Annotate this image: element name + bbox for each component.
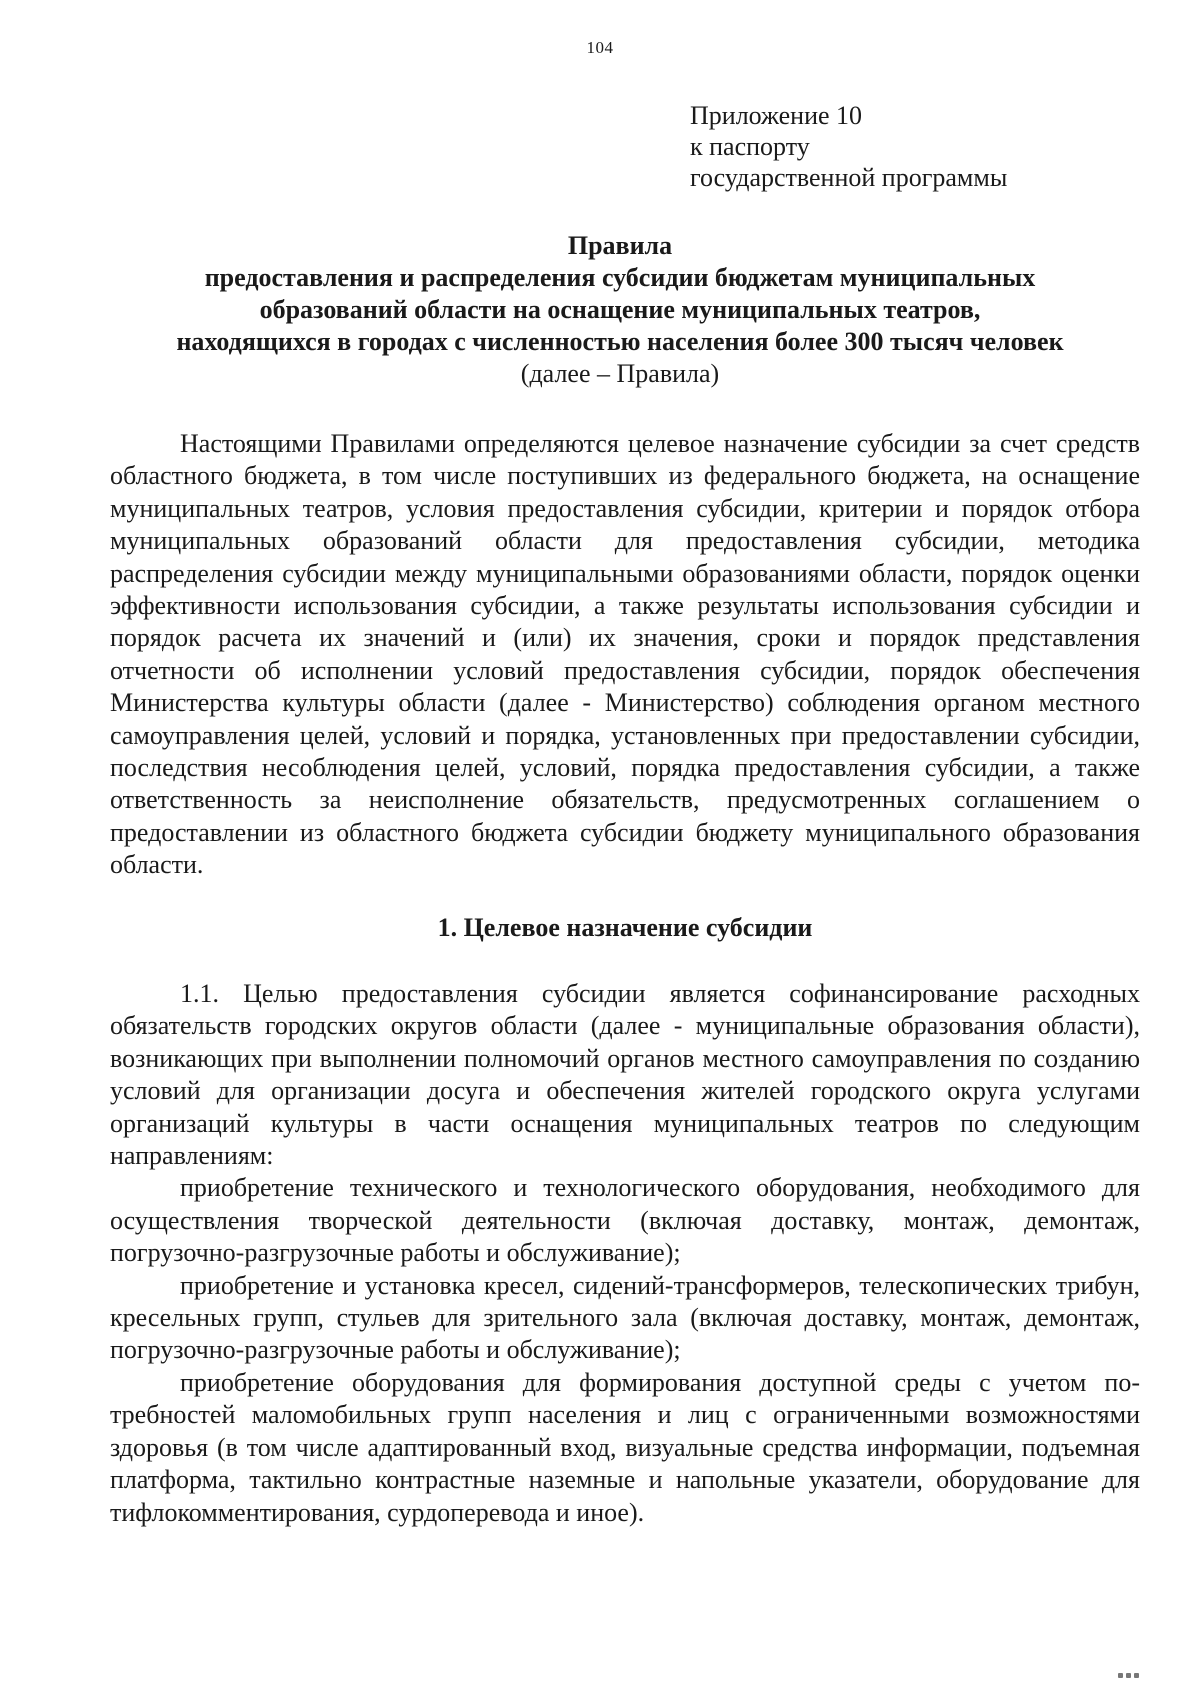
title-word: Правила <box>567 231 673 260</box>
paragraph: приобретение оборудования для формирования доступной среды с учетом потребностей маломобильных групп населения и лиц с ограниченными возможностями здоровья (в том числе адаптированный вход, визуальные средства информации, подъемная платформа, тактильно контрастные наземные и напольные указатели, оборудование для тифлокомментирования, сурдоперевода и иное). <box>110 1367 1140 1527</box>
paragraph: приобретение и установка кресел, сидений-трансформеров, телескопических трибун, кресельных групп, стульев для зрительного зала (включая доставку, монтаж, демонтаж, погрузочно-разгрузочные работы и обслуживание); <box>110 1270 1140 1365</box>
appendix-line: Приложение 10 <box>690 101 863 130</box>
page-number: 104 <box>586 38 614 57</box>
appendix-header <box>690 100 1007 193</box>
paragraph: 1.1. Целью предоставления субсидии является софинансирование расходных обязательств городских округов области (далее - муниципальные образования области), возникающих при выполнении полномочий органов местного самоуправления по созданию условий для организации досуга и обеспечения жителей городского округа услугами организаций культуры в части оснащения муниципальных театров по следующим направлениям: <box>110 979 1140 1171</box>
appendix-line: государственной программы <box>690 163 1008 192</box>
title-line: предоставления и распределения субсидии бюджетам муниципальных <box>204 263 1036 292</box>
section-body <box>110 978 1140 1529</box>
intro-section <box>110 428 1140 882</box>
document-title <box>60 230 1180 390</box>
title-note: (далее – Правила) <box>520 359 720 388</box>
title-line: находящихся в городах с численностью населения более 300 тысяч человек <box>176 327 1064 356</box>
appendix-line: к паспорту <box>690 132 810 161</box>
section-heading: 1. Целевое назначение субсидии <box>437 913 813 942</box>
intro-paragraph: Настоящими Правилами определяются целевое назначение субсидии за счет средств областного бюджета, в том числе поступивших из федерального бюджета, на оснащение муниципальных театров, условия предоставления субсидии, критерии и порядок отбора муниципальных образований области для предоставления субсидии, методика распределения субсидии между муниципальными образованиями области, порядок оценки эффективности использования субсидии, а также результаты использования субсидии и порядок расчета их значений и (или) их значения, сроки и порядок представления отчетности об исполнении условий предоставления субсидии, порядок обеспечения Министерства культуры области (далее - Министерство) соблюдения органом местного самоуправления целей, условий и порядка, установленных при предоставлении субсидии, последствия несоблюдения целей, условий, порядка предоставления субсидии, а также ответственность за неисполнение обязательств, предусмотренных соглашением о предоставлении из областного бюджета субсидии бюджету муниципального образования области. <box>110 429 1140 880</box>
title-line: образований области на оснащение муниципальных театров, <box>259 295 981 324</box>
scan-corner-mark <box>1118 1665 1158 1671</box>
paragraph: приобретение технического и технологического оборудования, необходимого для осуществления творческой деятельности (включая доставку, монтаж, демонтаж, погрузочно-разгрузочные работы и обслуживание); <box>110 1173 1140 1268</box>
